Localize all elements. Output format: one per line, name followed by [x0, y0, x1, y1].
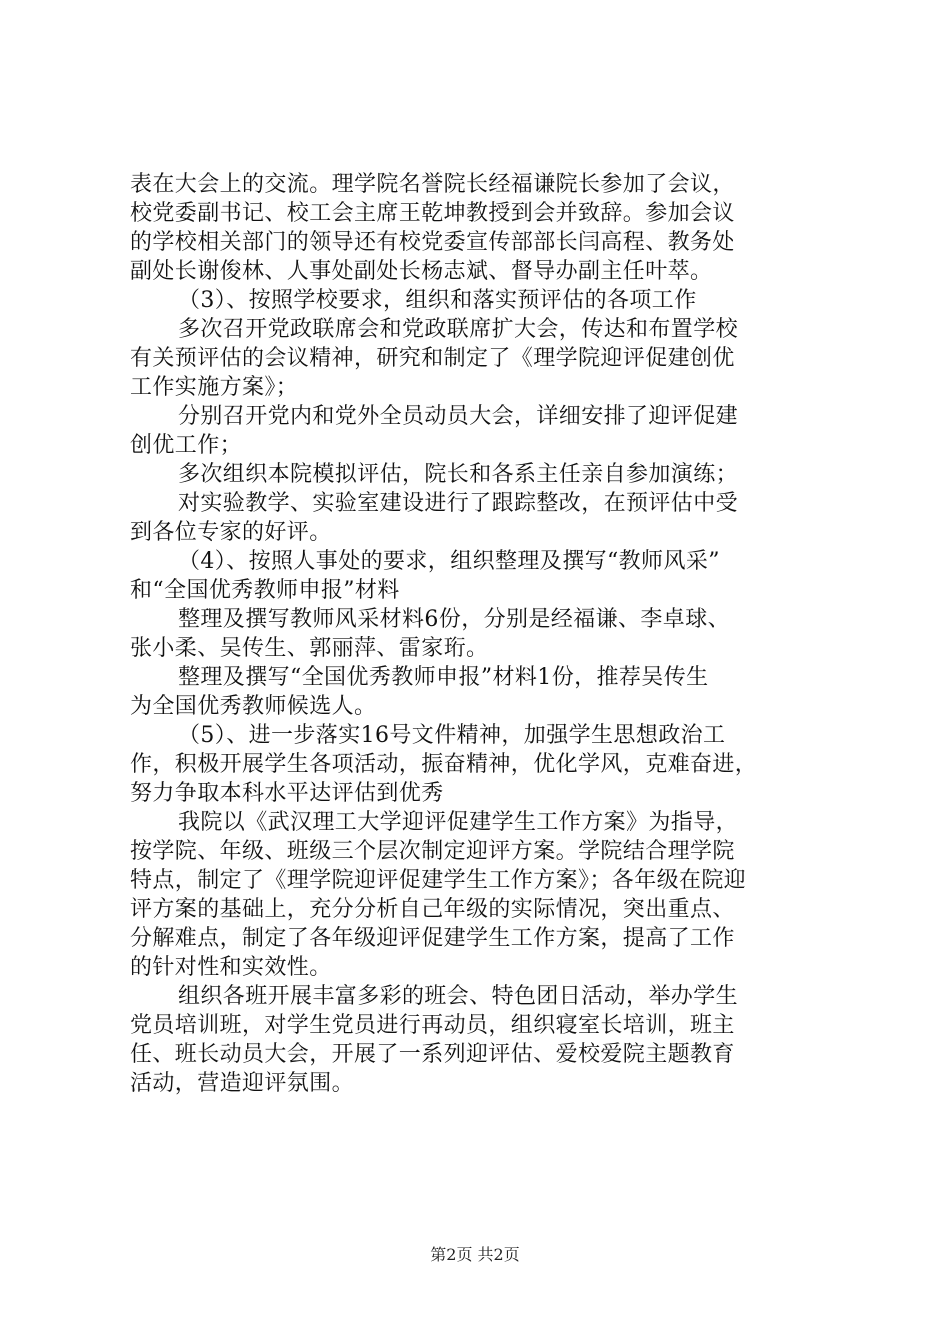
text-line: 为全国优秀教师候选人。 — [130, 694, 377, 719]
text-line: 创优工作； — [130, 433, 243, 458]
text-line: 组织各班开展丰富多彩的班会、特色团日活动，举办学生 — [178, 984, 739, 1009]
text-line: 整理及撰写教师风采材料6份，分别是经福谦、李卓球、 — [178, 607, 730, 632]
text-line: 校党委副书记、校工会主席王乾坤教授到会并致辞。参加会议 — [130, 201, 735, 226]
text-line: 我院以《武汉理工大学迎评促建学生工作方案》为指导， — [178, 810, 739, 835]
text-line: 作，积极开展学生各项活动，振奋精神，优化学风，克难奋进， — [130, 752, 758, 777]
text-line: 有关预评估的会议精神，研究和制定了《理学院迎评促建创优 — [130, 346, 735, 371]
text-line: 评方案的基础上，充分分析自己年级的实际情况，突出重点、 — [130, 897, 735, 922]
text-line: 分解难点，制定了各年级迎评促建学生工作方案，提高了工作 — [130, 926, 735, 951]
text-line: 多次召开党政联席会和党政联席扩大会，传达和布置学校 — [178, 317, 739, 342]
text-line: 任、班长动员大会，开展了一系列迎评估、爱校爱院主题教育 — [130, 1042, 735, 1067]
text-line: （4）、按照人事处的要求，组织整理及撰写“教师风采” — [178, 549, 720, 574]
text-line: 活动，营造迎评氛围。 — [130, 1071, 355, 1096]
text-line: 的针对性和实效性。 — [130, 955, 332, 980]
text-line: 的学校相关部门的领导还有校党委宣传部部长闫高程、教务处 — [130, 230, 735, 255]
text-line: 和“全国优秀教师申报”材料 — [130, 578, 400, 603]
text-line: 整理及撰写“全国优秀教师申报”材料1份，推荐吴传生 — [178, 665, 709, 690]
text-line: 多次组织本院模拟评估，院长和各系主任亲自参加演练； — [178, 462, 739, 487]
document-body — [130, 170, 830, 1098]
text-line: 对实验教学、实验室建设进行了跟踪整改，在预评估中受 — [178, 491, 739, 516]
text-line: 按学院、年级、班级三个层次制定迎评方案。学院结合理学院 — [130, 839, 735, 864]
page-footer: 第2页 共2页 — [430, 1245, 520, 1264]
text-line: 努力争取本科水平达评估到优秀 — [130, 781, 444, 806]
text-line: 党员培训班，对学生党员进行再动员，组织寝室长培训，班主 — [130, 1013, 735, 1038]
text-line: 副处长谢俊林、人事处副处长杨志斌、督导办副主任叶萃。 — [130, 259, 713, 284]
text-line: 特点，制定了《理学院迎评促建学生工作方案》；各年级在院迎 — [130, 868, 747, 893]
text-line: （3）、按照学校要求，组织和落实预评估的各项工作 — [178, 288, 697, 313]
text-line: 到各位专家的好评。 — [130, 520, 332, 545]
text-line: 分别召开党内和党外全员动员大会，详细安排了迎评促建 — [178, 404, 739, 429]
text-line: 工作实施方案》； — [130, 375, 299, 400]
text-line: （5）、进一步落实16号文件精神，加强学生思想政治工 — [178, 723, 726, 748]
text-line: 张小柔、吴传生、郭丽萍、雷家珩。 — [130, 636, 489, 661]
text-line: 表在大会上的交流。理学院名誉院长经福谦院长参加了会议， — [130, 172, 735, 197]
